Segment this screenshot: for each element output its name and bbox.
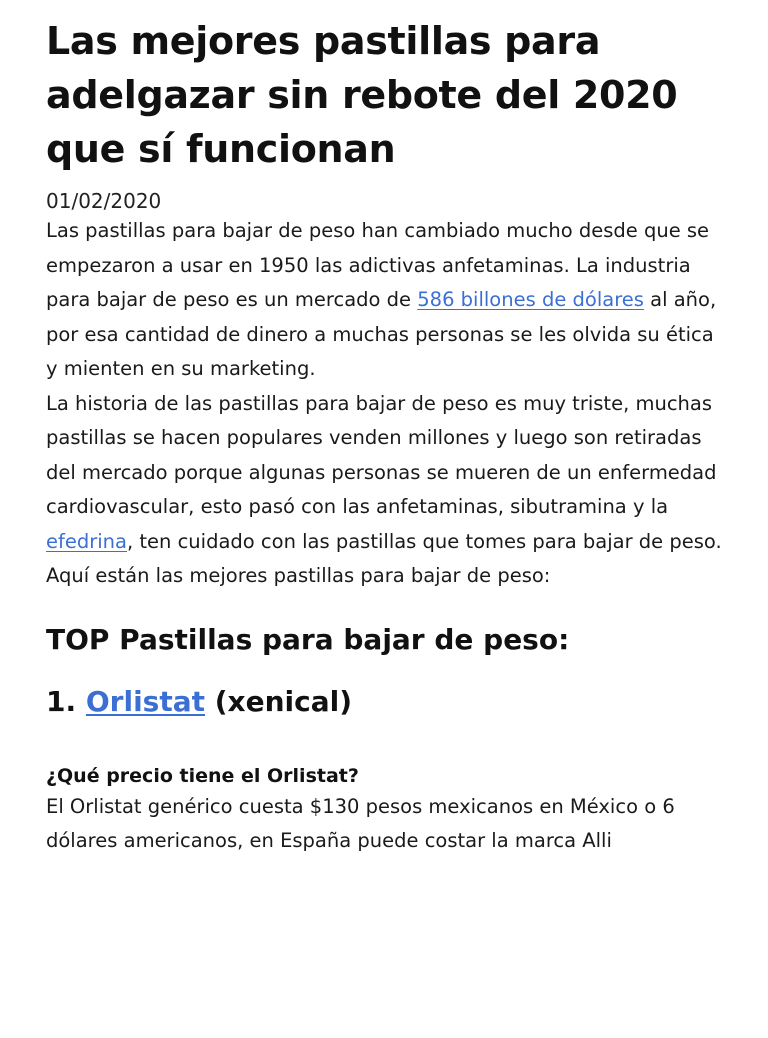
price-paragraph: El Orlistat genérico cuesta $130 pesos mexicanos en México o 6 dólares americanos, en España puede costar la marca Alli (46, 794, 675, 852)
article-date: 01/02/2020 (46, 189, 162, 213)
section-heading: TOP Pastillas para bajar de peso: (46, 622, 570, 656)
item-number: 1. (46, 684, 86, 718)
history-text-after: , ten cuidado con las pastillas que tomes para bajar de peso. (126, 529, 722, 553)
intro-text-after: al año, por esa cantidad de dinero a muchas personas se les olvida su ética y mienten en su marketing. (46, 288, 717, 380)
article (0, 14, 768, 1038)
efedrina-link[interactable]: efedrina (46, 529, 127, 553)
intro-paragraph (46, 214, 722, 387)
orlistat-link[interactable]: Orlistat (85, 684, 206, 718)
price-question-heading: ¿Qué precio tiene el Orlistat? (46, 764, 359, 787)
history-text-before: La historia de las pastillas para bajar de peso es muy triste, muchas pastillas se hacen populares venden millones y luego son retiradas del mercado porque algunas personas se mueren de un enfermedad cardiovascular, esto pasó con las anfetaminas, sibutramina y la (46, 391, 717, 518)
list-intro-paragraph: Aquí están las mejores pastillas para bajar de peso: (46, 564, 551, 587)
history-paragraph (46, 387, 722, 560)
market-size-link[interactable]: 586 billones de dólares (417, 288, 644, 311)
item-suffix: (xenical) (205, 684, 353, 718)
intro-text-before: Las pastillas para bajar de peso han cambiado mucho desde que se empezaron a usar en 1950 las adictivas anfetaminas. La industria para bajar de peso es un mercado de (46, 219, 710, 311)
article-title: Las mejores pastillas para adelgazar sin rebote del 2020 que sí funcionan (46, 19, 678, 171)
item-heading-orlistat (46, 684, 722, 720)
